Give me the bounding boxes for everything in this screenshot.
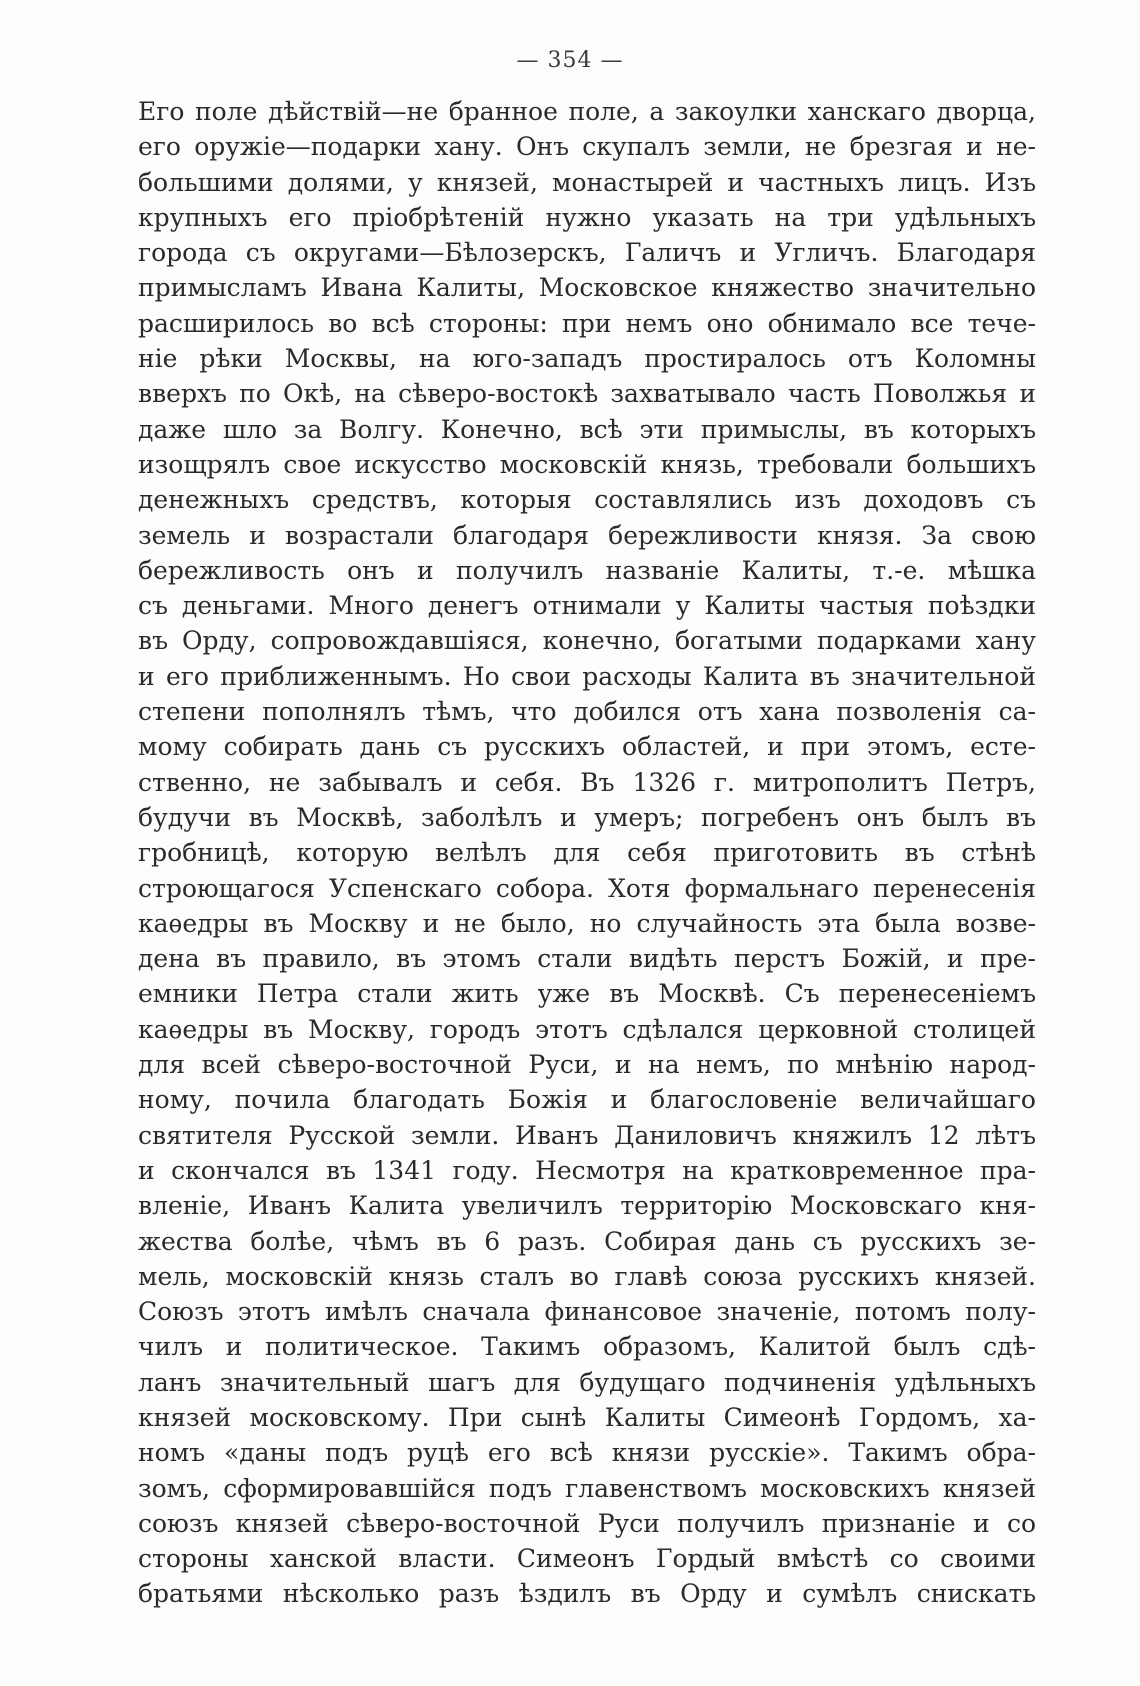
text-line: каѳедры въ Москву, городъ этотъ сдѣлался церковной столицей — [138, 1014, 1036, 1044]
text-line: мель, московскій князь сталъ во главѣ союза русскихъ князей. — [138, 1261, 1036, 1291]
page-number: — 354 — — [516, 48, 624, 73]
text-line: союзъ князей сѣверо-восточной Руси получилъ признаніе и со — [138, 1508, 1036, 1538]
text-line: вленіе, Иванъ Калита увеличилъ территорію Московскаго кня- — [138, 1191, 1036, 1221]
text-line: и его приближеннымъ. Но свои расходы Калита въ значительной — [138, 661, 1036, 691]
text-line: стороны ханской власти. Симеонъ Гордый вмѣстѣ со своими — [138, 1544, 1036, 1574]
body-text — [138, 94, 1036, 1612]
text-line: емники Петра стали жить уже въ Москвѣ. Съ перенесеніемъ — [138, 979, 1036, 1009]
text-line: ному, почила благодать Божія и благословеніе величайшаго — [138, 1085, 1036, 1115]
text-line: братьями нѣсколько разъ ѣздилъ въ Орду и сумѣлъ снискать — [138, 1579, 1036, 1609]
text-line: и скончался въ 1341 году. Несмотря на кратковременное пра- — [138, 1155, 1036, 1185]
text-line: вверхъ по Окѣ, на сѣверо-востокѣ захватывало часть Поволжья и — [138, 379, 1036, 409]
text-line: въ Орду, сопровождавшіяся, конечно, богатыми подарками хану — [138, 626, 1036, 656]
text-line: степени пополнялъ тѣмъ, что добился отъ хана позволенія са- — [138, 697, 1036, 727]
text-line: земель и возрастали благодаря бережливости князя. За свою — [138, 520, 1036, 550]
text-line: номъ «даны подъ руцѣ его всѣ князи русскіе». Такимъ обра- — [138, 1438, 1036, 1468]
text-line: Его поле дѣйствій—не бранное поле, а закоулки ханскаго дворца, — [138, 97, 1036, 126]
text-line: его оружіе—подарки хану. Онъ скупалъ земли, не брезгая и не- — [138, 132, 1036, 162]
text-line: князей московскому. При сынѣ Калиты Симеонѣ Гордомъ, ха- — [138, 1402, 1036, 1432]
text-line: ственно, не забывалъ и себя. Въ 1326 г. митрополитъ Петръ, — [138, 767, 1036, 797]
text-line: ланъ значительный шагъ для будущаго подчиненія удѣльныхъ — [138, 1367, 1036, 1397]
text-line: большими долями, у князей, монастырей и частныхъ лицъ. Изъ — [138, 167, 1036, 197]
text-line: бережливость онъ и получилъ названіе Калиты, т.-е. мѣшка — [138, 555, 1036, 585]
text-line: даже шло за Волгу. Конечно, всѣ эти примыслы, въ которыхъ — [138, 414, 1036, 444]
text-line: гробницѣ, которую велѣлъ для себя приготовить въ стѣнѣ — [138, 838, 1036, 868]
text-line: изощрялъ свое искусство московскій князь, требовали большихъ — [138, 449, 1036, 479]
text-line: для всей сѣверо-восточной Руси, и на немъ, по мнѣнію народ- — [138, 1050, 1036, 1080]
text-line: мому собирать дань съ русскихъ областей, и при этомъ, есте- — [138, 732, 1036, 762]
text-line: крупныхъ его пріобрѣтеній нужно указать на три удѣльныхъ — [138, 202, 1036, 232]
text-line: примысламъ Ивана Калиты, Московское княжество значительно — [138, 273, 1036, 303]
text-line: жества болѣе, чѣмъ въ 6 разъ. Собирая дань съ русскихъ зе- — [138, 1226, 1036, 1256]
text-line: города съ округами—Бѣлозерскъ, Галичъ и Угличъ. Благодаря — [138, 238, 1036, 268]
text-line: зомъ, сформировавшійся подъ главенствомъ московскихъ князей — [138, 1473, 1036, 1503]
text-line: расширилось во всѣ стороны: при немъ оно обнимало все тече- — [138, 308, 1036, 338]
text-line: будучи въ Москвѣ, заболѣлъ и умеръ; погребенъ онъ былъ въ — [138, 802, 1036, 832]
text-line: денежныхъ средствъ, которыя составлялись изъ доходовъ съ — [138, 485, 1036, 515]
text-line: ніе рѣки Москвы, на юго-западъ простиралось отъ Коломны — [138, 344, 1036, 374]
text-line: дена въ правило, въ этомъ стали видѣть перстъ Божій, и пре- — [138, 944, 1036, 974]
text-line: святителя Русской земли. Иванъ Даниловичъ княжилъ 12 лѣтъ — [138, 1120, 1036, 1150]
text-line: строющагося Успенскаго собора. Хотя формальнаго перенесенія — [138, 873, 1036, 903]
text-line: съ деньгами. Много денегъ отнимали у Калиты частыя поѣздки — [138, 591, 1036, 621]
text-line: чилъ и политическое. Такимъ образомъ, Калитой былъ сдѣ- — [138, 1332, 1036, 1362]
text-line: каѳедры въ Москву и не было, но случайность эта была возве- — [138, 908, 1036, 938]
text-line: Союзъ этотъ имѣлъ сначала финансовое значеніе, потомъ полу- — [138, 1297, 1036, 1327]
